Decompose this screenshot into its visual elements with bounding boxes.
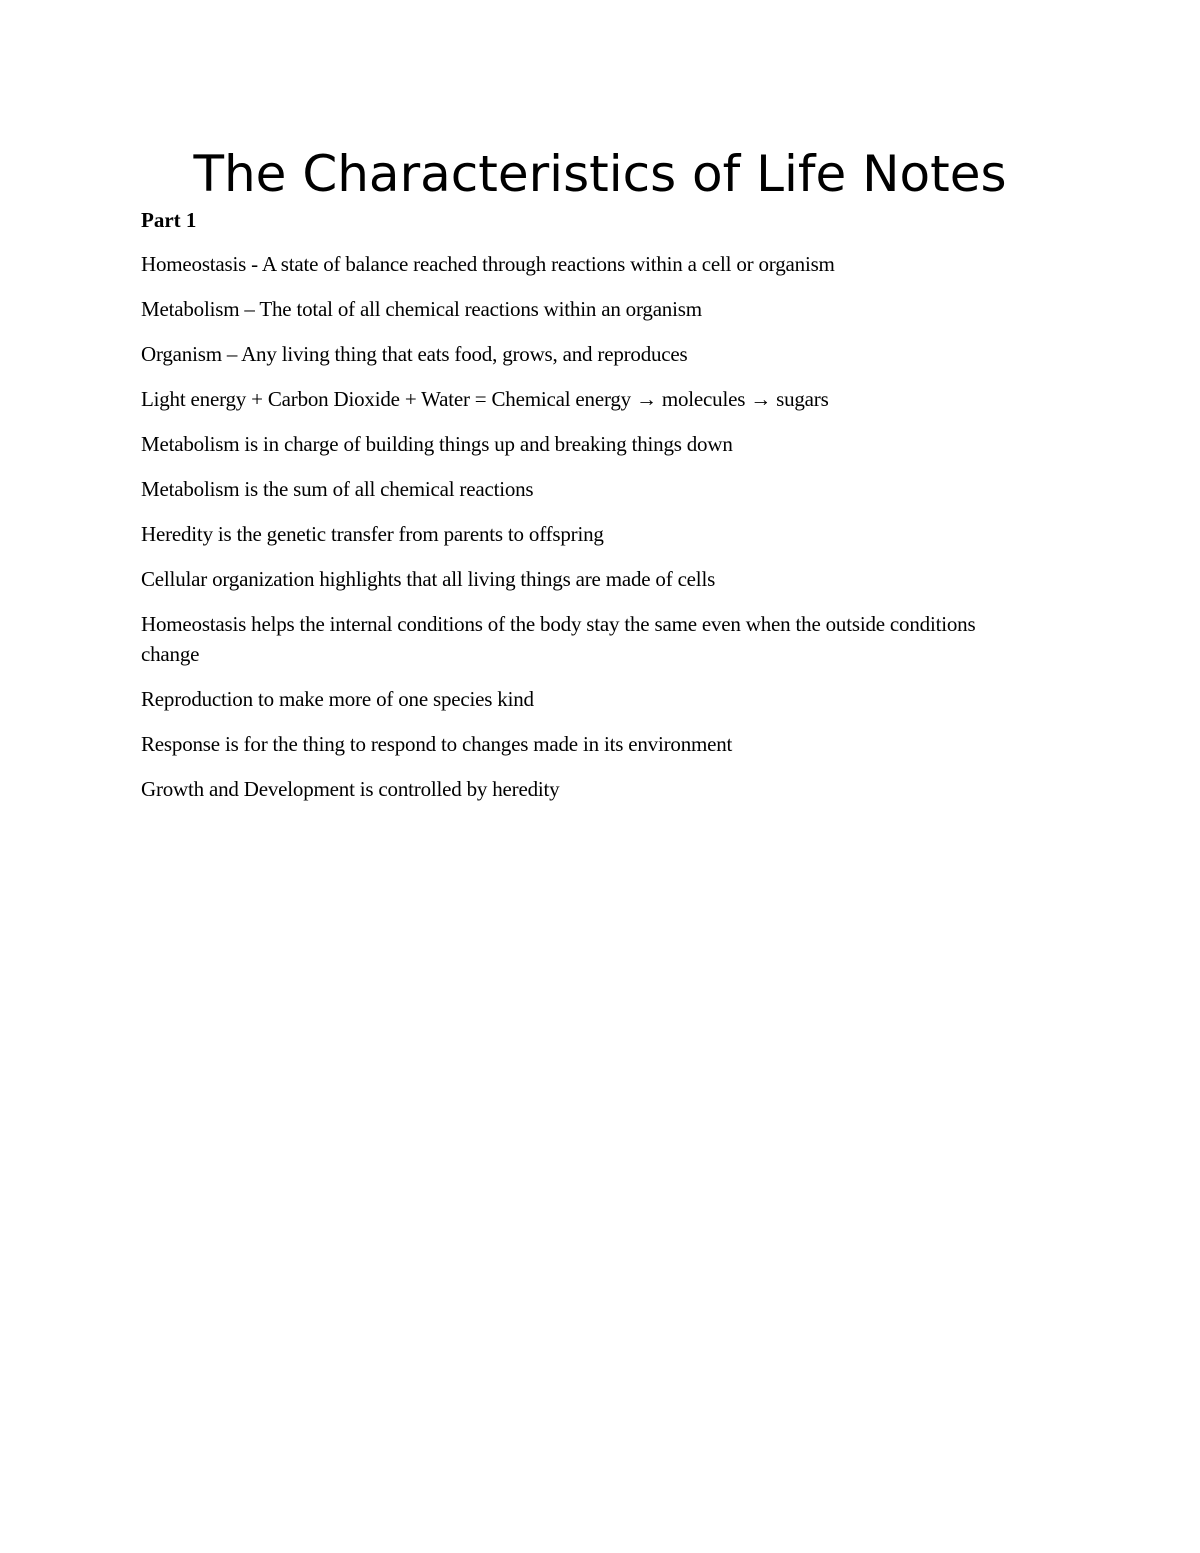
note-heredity: Heredity is the genetic transfer from parents to offspring [141, 522, 604, 546]
page-title: The Characteristics of Life Notes [193, 145, 1007, 203]
note-growth-development: Growth and Development is controlled by heredity [141, 777, 560, 801]
note-photosynthesis-equation: Light energy + Carbon Dioxide + Water = Chemical energy → molecules → sugars [141, 387, 829, 411]
note-response: Response is for the thing to respond to changes made in its environment [141, 732, 733, 756]
note-homeostasis-function: Homeostasis helps the internal conditions of the body stay the same even when the outside conditions change [141, 612, 976, 666]
note-metabolism-definition: Metabolism – The total of all chemical reactions within an organism [141, 297, 702, 321]
note-homeostasis-definition: Homeostasis - A state of balance reached through reactions within a cell or organism [141, 252, 835, 276]
note-cellular-organization: Cellular organization highlights that all living things are made of cells [141, 567, 716, 591]
note-reproduction: Reproduction to make more of one species kind [141, 687, 534, 711]
note-metabolism-role: Metabolism is in charge of building things up and breaking things down [141, 432, 733, 456]
note-metabolism-sum: Metabolism is the sum of all chemical reactions [141, 477, 534, 501]
section-heading: Part 1 [141, 208, 197, 232]
note-organism-definition: Organism – Any living thing that eats food, grows, and reproduces [141, 342, 688, 366]
document-body [141, 204, 1021, 819]
